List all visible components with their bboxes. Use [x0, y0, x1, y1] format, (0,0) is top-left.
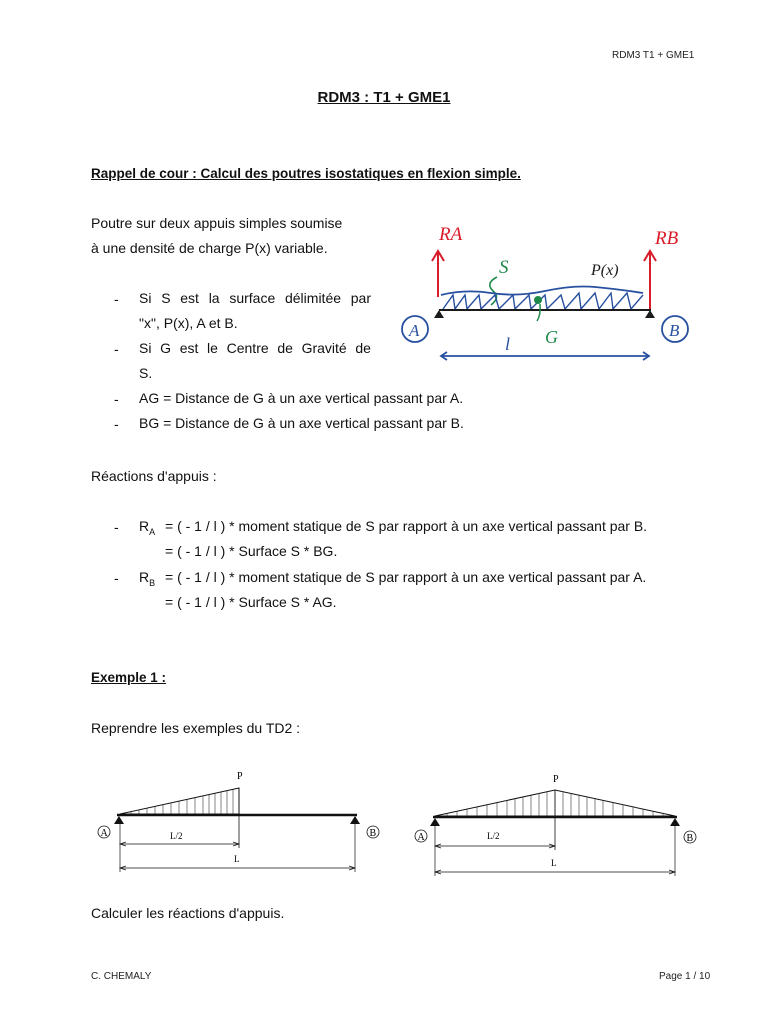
label-ra: RA — [439, 224, 463, 245]
intro-line-1: Poutre sur deux appuis simples soumise — [91, 215, 343, 231]
word: Si — [139, 340, 152, 356]
page-title: RDM3 : T1 + GME1 — [317, 89, 451, 106]
label-px: P(x) — [591, 262, 619, 279]
s-pointer-curve — [490, 277, 497, 305]
running-header: RDM3 T1 + GME1 — [612, 50, 695, 61]
label-p: P — [553, 774, 559, 785]
subscript-b: B — [149, 577, 156, 588]
label-g: G — [545, 327, 558, 347]
word: est — [179, 340, 199, 356]
reaction-rb-line2: = ( - 1 / l ) * Surface S * AG. — [165, 594, 337, 610]
label-half-length: L/2 — [170, 831, 183, 841]
label-b: B — [369, 828, 377, 839]
word: de — [277, 340, 293, 356]
figure-symmetric-triangular-load — [405, 768, 703, 880]
example-intro: Reprendre les exemples du TD2 : — [91, 720, 301, 736]
bullet-dash: - — [114, 291, 119, 307]
support-b — [645, 310, 655, 318]
bullet-dash: - — [114, 519, 119, 535]
reaction-b-arrow — [644, 251, 656, 311]
bullet-surface-line2: "x", P(x), A et B. — [139, 315, 238, 331]
load-hatching — [443, 293, 643, 309]
footer-author: C. CHEMALY — [91, 971, 152, 982]
label-p: P — [237, 771, 243, 782]
load-curve — [441, 287, 643, 296]
section-heading-rappel: Rappel de cour : Calcul des poutres isostatiques en flexion simple. — [91, 166, 521, 181]
intro-line-2: à une densité de charge P(x) variable. — [91, 240, 328, 256]
bullet-gravity-line1 — [139, 341, 371, 355]
support-b — [670, 818, 680, 826]
reaction-rb-symbol — [139, 570, 155, 590]
bullet-dash: - — [114, 391, 119, 407]
label-full-length: L — [234, 854, 240, 864]
bullet-dash: - — [114, 570, 119, 586]
reaction-a-arrow — [432, 251, 444, 297]
word: par — [350, 290, 371, 306]
label-rb: RB — [655, 228, 679, 249]
label-a: A — [409, 321, 420, 340]
label-b: B — [669, 321, 680, 340]
bullet-bg: BG = Distance de G à un axe vertical passant par B. — [139, 415, 464, 431]
bullet-gravity-line2: S. — [139, 365, 153, 381]
label-s: S — [499, 257, 509, 278]
support-a — [430, 818, 440, 826]
word: est — [180, 290, 199, 306]
symbol-r: R — [139, 569, 150, 585]
word: Gravité — [301, 340, 347, 356]
bullet-surface-line1 — [139, 291, 371, 305]
reaction-rb-line1: = ( - 1 / l ) * moment statique de S par rapport à un axe vertical passant par A. — [165, 569, 647, 585]
word: délimitée — [284, 290, 342, 306]
label-half-length: L/2 — [487, 831, 500, 841]
bullet-dash: - — [114, 341, 119, 357]
figure-triangular-half-load — [95, 768, 390, 880]
word: Si — [139, 290, 152, 306]
subscript-a: A — [149, 526, 156, 537]
label-a: A — [417, 832, 425, 843]
symbol-r: R — [139, 518, 150, 534]
support-a — [114, 816, 124, 824]
reaction-ra-line2: = ( - 1 / l ) * Surface S * BG. — [165, 543, 338, 559]
word: Centre — [226, 340, 269, 356]
reaction-ra-symbol — [139, 519, 155, 539]
centroid-dot — [534, 296, 542, 304]
g-pointer — [537, 304, 540, 321]
example-heading: Exemple 1 : — [91, 670, 167, 685]
label-l: l — [505, 334, 511, 354]
footer-page-number: Page 1 / 10 — [659, 971, 711, 982]
support-a — [434, 310, 444, 318]
reaction-ra-line1: = ( - 1 / l ) * moment statique de S par rapport à un axe vertical passant par B. — [165, 518, 648, 534]
word: S — [161, 290, 171, 306]
label-full-length: L — [551, 858, 557, 868]
word: de — [355, 340, 371, 356]
word: G — [160, 340, 172, 356]
word: le — [207, 340, 218, 356]
word: surface — [229, 290, 276, 306]
exercise-instruction: Calculer les réactions d'appuis. — [91, 905, 285, 921]
beam-hand-sketch — [395, 215, 700, 370]
label-b: B — [686, 833, 694, 844]
reactions-heading: Réactions d'appuis : — [91, 468, 217, 484]
label-a: A — [100, 828, 108, 839]
bullet-dash: - — [114, 416, 119, 432]
bullet-ag: AG = Distance de G à un axe vertical passant par A. — [139, 390, 464, 406]
word: la — [208, 290, 220, 306]
support-b — [350, 816, 360, 824]
